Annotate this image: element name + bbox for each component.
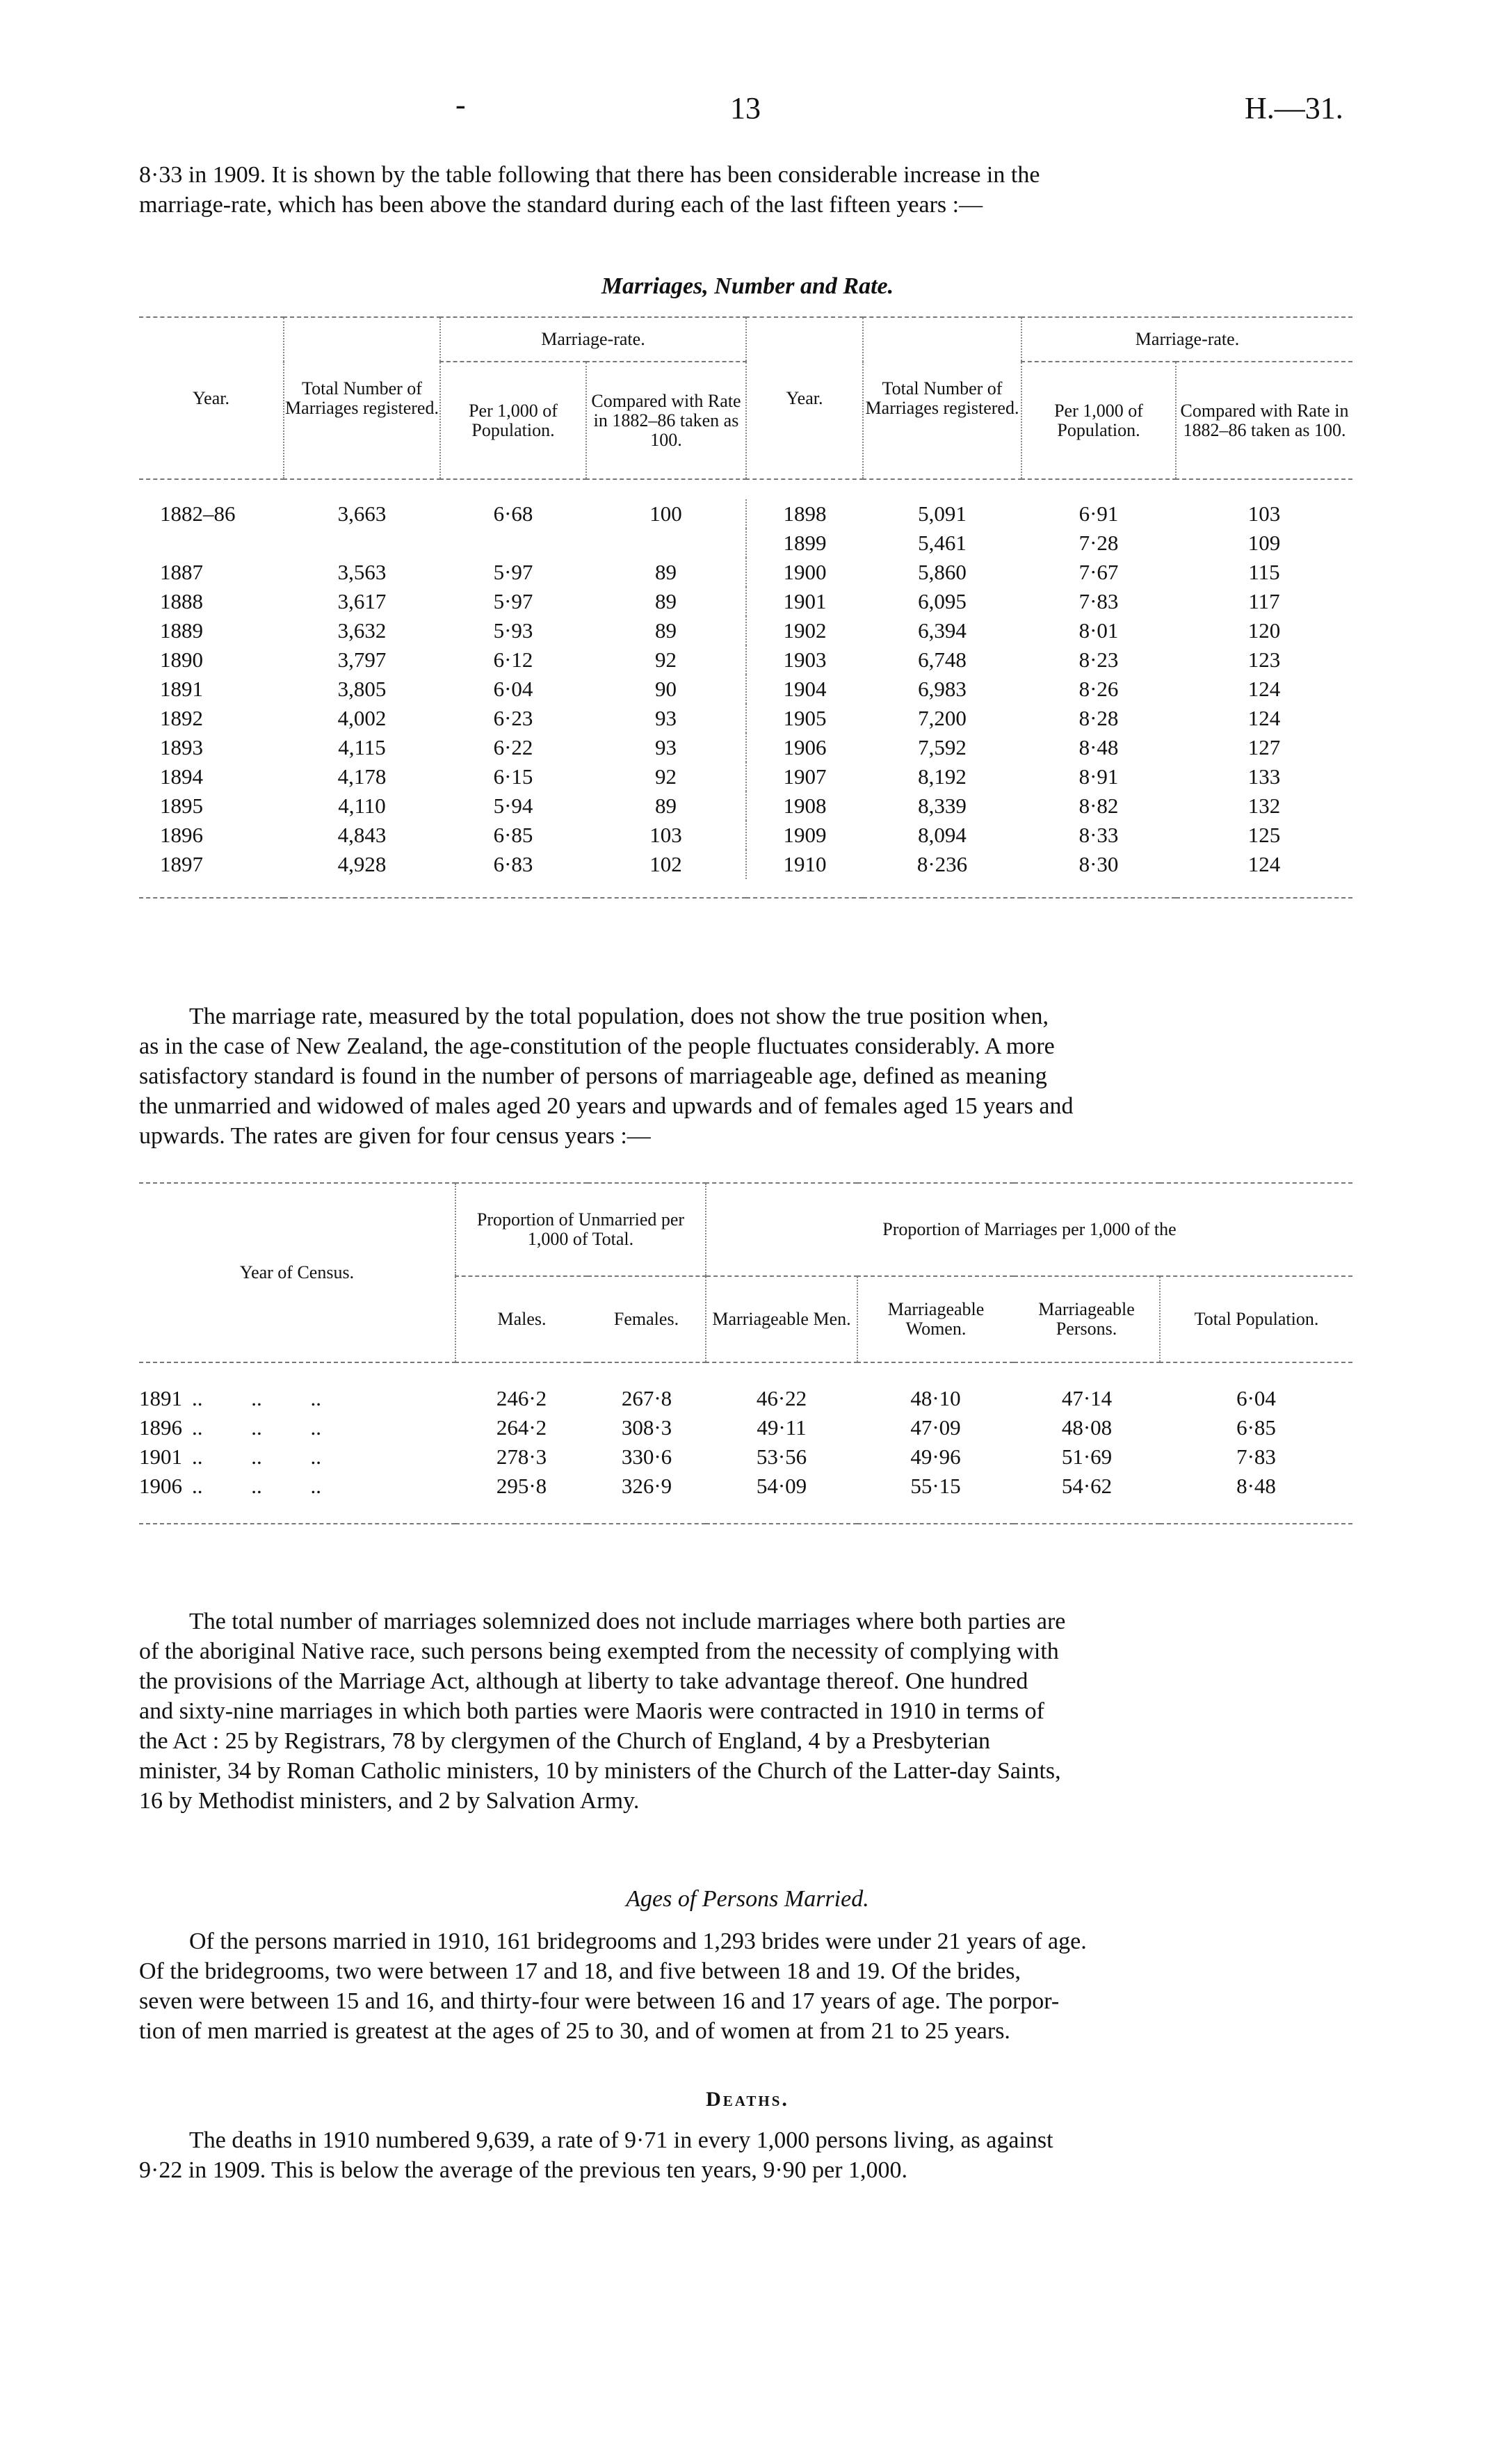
table1-cell-year: 1891	[160, 677, 203, 701]
table1-cell-per1000: 7·67	[1078, 560, 1119, 584]
table2-cell-year	[139, 1472, 455, 1501]
table1-cell-per1000: 6·83	[493, 852, 533, 876]
table-row	[139, 821, 1352, 850]
table-row	[139, 850, 1352, 879]
paragraph-line: Of the persons married in 1910, 161 bridegrooms and 1,293 brides were under 21 years of age.	[189, 1928, 1087, 1954]
table-row	[139, 645, 1352, 675]
table1-cell-total: 7,200	[918, 706, 967, 730]
table1-cell-total: 3,563	[337, 560, 387, 584]
census-year: 1896	[139, 1415, 182, 1440]
paragraph-line: 9·22 in 1909. This is below the average of the previous ten years, 9·90 per 1,000.	[139, 2157, 908, 2183]
table2-cell-population: 6·04	[1236, 1386, 1276, 1410]
table1-cell-per1000: 8·23	[1078, 647, 1119, 672]
table1-cell-year: 1907	[746, 762, 863, 791]
table1-cell-per1000: 7·28	[1078, 531, 1119, 555]
census-year: 1901	[139, 1444, 182, 1469]
table1-cell-year: 1887	[160, 560, 203, 584]
table1-cell-year: 1898	[746, 499, 863, 529]
table1-cell-year: 1894	[160, 764, 203, 789]
table1-cell-year: 1908	[746, 791, 863, 821]
table-row	[139, 1413, 1352, 1442]
table1-cell-year: 1890	[160, 647, 203, 672]
table1-cell-compared: 120	[1247, 618, 1281, 643]
table1-cell-compared: 102	[649, 852, 682, 876]
table1-total-header-right: Total Number of Marriages registered.	[863, 317, 1021, 479]
intro-line: 8·33 in 1909. It is shown by the table following that there has been considerable increase in the	[139, 162, 1040, 188]
table1-cell-total: 4,110	[338, 794, 386, 818]
table2-cell-females: 267·8	[621, 1386, 672, 1410]
table1-cell-per1000: 8·26	[1078, 677, 1119, 701]
table1-cell-compared: 103	[649, 823, 682, 847]
table1-cell-year: 1897	[160, 852, 203, 876]
table2-women-header: Marriageable Women.	[887, 1299, 985, 1339]
table2-persons-header: Marriageable Persons.	[1014, 1276, 1160, 1362]
table1-cell-total: 4,002	[337, 706, 387, 730]
table1-cell-compared: 127	[1247, 735, 1281, 759]
table2-cell-women: 48·10	[910, 1386, 961, 1410]
table2-cell-females: 330·6	[621, 1444, 672, 1469]
table1-cell-compared: 93	[655, 735, 677, 759]
table1-cell-total: 6,394	[918, 618, 967, 643]
paragraph-line: The deaths in 1910 numbered 9,639, a rate of 9·71 in every 1,000 persons living, as against	[189, 2127, 1053, 2153]
table1-cell-compared: 132	[1247, 794, 1281, 818]
table1-rate-group-header-right: Marriage-rate.	[1021, 317, 1352, 362]
table1-total-header: Total Number of Marriages registered.	[284, 317, 440, 479]
table1-cell-compared: 93	[655, 706, 677, 730]
table1-cell-per1000	[440, 529, 586, 558]
table1-cell-per1000: 5·94	[493, 794, 533, 818]
table2-cell-men: 54·09	[756, 1474, 807, 1498]
table1-cell-year: 1893	[160, 735, 203, 759]
table1-cell-per1000: 5·93	[493, 618, 533, 643]
table2-cell-females: 326·9	[621, 1474, 672, 1498]
table2-cell-men: 46·22	[756, 1386, 807, 1410]
table2-cell-women: 49·96	[910, 1444, 961, 1469]
table2-cell-men: 53·56	[756, 1444, 807, 1469]
table1-cell-year: 1910	[746, 850, 863, 879]
table1-cell-year: 1900	[746, 558, 863, 587]
table1-cell-compared: 124	[1247, 706, 1281, 730]
table1-cell-year: 1909	[746, 821, 863, 850]
table1-cell-total: 5,461	[918, 531, 967, 555]
leader-dots: .. .. ..	[192, 1415, 321, 1440]
paragraph-line: tion of men married is greatest at the ages of 25 to 30, and of women at from 21 to 25 years.	[139, 2018, 1010, 2044]
census-paragraph	[139, 1001, 1356, 1151]
table1-cell-compared: 124	[1247, 852, 1281, 876]
ages-paragraph	[139, 1926, 1356, 2046]
table1-cell-compared: 89	[655, 794, 677, 818]
table1-cell-year	[139, 529, 284, 558]
table1-cell-compared: 89	[655, 560, 677, 584]
table1-cell-total: 8,339	[918, 794, 967, 818]
table1-cell-year: 1889	[160, 618, 203, 643]
table1-cell-compared: 123	[1247, 647, 1281, 672]
table1-cell-total: 6,983	[918, 677, 967, 701]
table1-cell-total: 4,178	[337, 764, 387, 789]
paragraph-line: and sixty-nine marriages in which both parties were Maoris were contracted in 1910 in terms of	[139, 1698, 1044, 1724]
table1-cell-total: 8,192	[918, 764, 967, 789]
paragraph-line: of the aboriginal Native race, such persons being exempted from the necessity of complying with	[139, 1638, 1059, 1664]
paragraph-line: the unmarried and widowed of males aged 20 years and upwards and of females aged 15 years and	[139, 1093, 1074, 1119]
table1-cell-per1000: 6·22	[493, 735, 533, 759]
table1-cell-per1000: 8·48	[1078, 735, 1119, 759]
table1-cell-per1000: 6·04	[493, 677, 533, 701]
table2-cell-year	[139, 1413, 455, 1442]
table1-cell-per1000: 8·82	[1078, 794, 1119, 818]
table2-males-header: Males.	[497, 1309, 547, 1329]
table2-marriages-group-header: Proportion of Marriages per 1,000 of the	[706, 1183, 1352, 1276]
document-code: H.—31.	[1245, 91, 1343, 125]
table-row	[139, 616, 1352, 645]
paragraph-line: The marriage rate, measured by the total population, does not show the true position when,	[189, 1004, 1049, 1029]
table2-cell-males: 246·2	[496, 1386, 547, 1410]
table2-cell-year	[139, 1442, 455, 1472]
marriages-table	[139, 316, 1352, 899]
table1-cell-compared: 89	[655, 589, 677, 613]
table1-cell-total: 5,091	[918, 501, 967, 526]
table2-females-header: Females.	[588, 1276, 706, 1362]
table-row	[139, 675, 1352, 704]
table-row	[139, 733, 1352, 762]
table1-cell-total: 6,095	[918, 589, 967, 613]
intro-paragraph	[139, 160, 1356, 220]
table1-cell-total	[284, 529, 440, 558]
table1-cell-year: 1904	[746, 675, 863, 704]
table1-cell-compared: 90	[655, 677, 677, 701]
table1-year-header: Year.	[139, 317, 284, 479]
table1-cell-per1000: 6·23	[493, 706, 533, 730]
table2-cell-males: 278·3	[496, 1444, 547, 1469]
table1-cell-per1000: 6·68	[493, 501, 533, 526]
table1-cell-compared: 125	[1247, 823, 1281, 847]
table2-cell-men: 49·11	[757, 1415, 807, 1440]
leader-dots: .. .. ..	[192, 1386, 321, 1410]
leader-dots: .. .. ..	[192, 1444, 321, 1469]
table1-cell-compared: 92	[655, 764, 677, 789]
table1-cell-per1000: 8·33	[1078, 823, 1119, 847]
table1-cell-total: 8·236	[916, 852, 968, 876]
table1-rate-group-header: Marriage-rate.	[440, 317, 746, 362]
table1-cell-per1000: 8·01	[1078, 618, 1119, 643]
table1-cell-year: 1895	[160, 794, 203, 818]
paragraph-line: as in the case of New Zealand, the age-constitution of the people fluctuates considerably. A more	[139, 1033, 1055, 1059]
table1-cell-total: 8,094	[918, 823, 967, 847]
deaths-paragraph	[139, 2125, 1356, 2185]
table1-cell-compared: 103	[1247, 501, 1281, 526]
table2-men-header: Marriageable Men.	[706, 1276, 857, 1362]
table1-cell-year: 1901	[746, 587, 863, 616]
table1-cell-compared: 117	[1248, 589, 1280, 613]
table-row	[139, 499, 1352, 529]
table2-cell-population: 7·83	[1236, 1444, 1276, 1469]
table-row	[139, 1442, 1352, 1472]
page-number: 13	[730, 91, 761, 125]
table1-cell-total: 4,928	[337, 852, 387, 876]
table2-cell-population: 8·48	[1236, 1474, 1276, 1498]
paragraph-line: the Act : 25 by Registrars, 78 by clergymen of the Church of England, 4 by a Presbyterian	[139, 1728, 991, 1754]
deaths-section-title: Deaths.	[706, 2088, 789, 2111]
paragraph-line: upwards. The rates are given for four census years :—	[139, 1123, 651, 1149]
table1-cell-total: 4,115	[338, 735, 386, 759]
table1-cell-per1000: 5·97	[493, 589, 533, 613]
table1-cell-compared: 89	[655, 618, 677, 643]
table-row	[139, 1472, 1352, 1501]
table2-unmarried-group-header: Proportion of Unmarried per 1,000 of Total.	[455, 1183, 706, 1276]
table1-cell-year: 1905	[746, 704, 863, 733]
ages-section-title: Ages of Persons Married.	[626, 1886, 869, 1912]
table1-cell-total: 7,592	[918, 735, 967, 759]
table1-cell-compared: 92	[655, 647, 677, 672]
table-row	[139, 529, 1352, 558]
table2-cell-males: 295·8	[496, 1474, 547, 1498]
table1-title: Marriages, Number and Rate.	[601, 273, 894, 299]
table1-cell-year: 1882–86	[160, 501, 236, 526]
table1-cell-per1000: 6·91	[1078, 501, 1119, 526]
table2-cell-persons: 51·69	[1061, 1444, 1113, 1469]
table1-cell-per1000: 8·91	[1078, 764, 1119, 789]
table1-year-header-right: Year.	[746, 317, 863, 479]
table-row	[139, 704, 1352, 733]
table1-cell-per1000: 8·28	[1078, 706, 1119, 730]
intro-line: marriage-rate, which has been above the standard during each of the last fifteen years :—	[139, 192, 983, 218]
paragraph-line: the provisions of the Marriage Act, although at liberty to take advantage thereof. One hundred	[139, 1668, 1028, 1694]
table1-cell-compared: 109	[1247, 531, 1281, 555]
table1-cell-per1000: 6·15	[493, 764, 533, 789]
table1-cell-year: 1899	[746, 529, 863, 558]
table1-cell-year: 1903	[746, 645, 863, 675]
table1-compared-header: Compared with Rate in 1882–86 taken as 100.	[591, 390, 741, 450]
table1-cell-total: 6,748	[918, 647, 967, 672]
table2-cell-persons: 47·14	[1061, 1386, 1113, 1410]
table1-cell-per1000: 6·85	[493, 823, 533, 847]
table2-cell-persons: 54·62	[1061, 1474, 1113, 1498]
census-year: 1891	[139, 1386, 182, 1410]
table2-cell-persons: 48·08	[1061, 1415, 1113, 1440]
table2-cell-year	[139, 1384, 455, 1413]
table1-cell-compared: 133	[1247, 764, 1281, 789]
table1-cell-year: 1892	[160, 706, 203, 730]
table1-cell-year: 1902	[746, 616, 863, 645]
table1-cell-year: 1888	[160, 589, 203, 613]
table1-cell-per1000: 7·83	[1078, 589, 1119, 613]
table1-cell-year: 1896	[160, 823, 203, 847]
paragraph-line: satisfactory standard is found in the number of persons of marriageable age, defined as meaning	[139, 1063, 1047, 1089]
table1-cell-per1000: 5·97	[493, 560, 533, 584]
census-table	[139, 1182, 1352, 1524]
table1-cell-total: 3,663	[337, 501, 387, 526]
table1-per1000-header-right: Per 1,000 of Population.	[1021, 362, 1176, 479]
census-year: 1906	[139, 1474, 182, 1498]
table2-year-header: Year of Census.	[139, 1183, 455, 1362]
paragraph-line: seven were between 15 and 16, and thirty-four were between 16 and 17 years of age. The porpor-	[139, 1988, 1060, 2014]
native-marriages-paragraph	[139, 1607, 1356, 1816]
table-row	[139, 791, 1352, 821]
table1-cell-total: 3,617	[337, 589, 387, 613]
table-row	[139, 558, 1352, 587]
leader-dots: .. .. ..	[192, 1474, 321, 1498]
table1-cell-compared	[586, 529, 746, 558]
table1-cell-compared: 100	[649, 501, 682, 526]
table1-cell-total: 5,860	[918, 560, 967, 584]
table2-cell-males: 264·2	[496, 1415, 547, 1440]
table-row	[139, 587, 1352, 616]
paragraph-line: 16 by Methodist ministers, and 2 by Salvation Army.	[139, 1788, 640, 1814]
table1-cell-total: 3,805	[337, 677, 387, 701]
paragraph-line: Of the bridegrooms, two were between 17 and 18, and five between 18 and 19. Of the brides,	[139, 1958, 1021, 1984]
table1-cell-total: 4,843	[337, 823, 387, 847]
table1-per1000-header: Per 1,000 of Population.	[440, 362, 586, 479]
header-dash: -	[455, 88, 466, 122]
table1-cell-compared: 115	[1248, 560, 1280, 584]
table-row	[139, 1384, 1352, 1413]
table2-cell-women: 47·09	[910, 1415, 961, 1440]
paragraph-line: minister, 34 by Roman Catholic ministers, 10 by ministers of the Church of the Latter-day Saints,	[139, 1758, 1061, 1784]
table-row	[139, 762, 1352, 791]
table1-compared-header-right: Compared with Rate in 1882–86 taken as 100.	[1180, 400, 1349, 440]
table2-cell-population: 6·85	[1236, 1415, 1276, 1440]
table1-cell-year: 1906	[746, 733, 863, 762]
table2-cell-females: 308·3	[621, 1415, 672, 1440]
table1-cell-compared: 124	[1247, 677, 1281, 701]
table1-cell-per1000: 8·30	[1078, 852, 1119, 876]
paragraph-line: The total number of marriages solemnized does not include marriages where both parties are	[189, 1609, 1066, 1634]
table1-cell-total: 3,797	[337, 647, 387, 672]
table2-population-header: Total Population.	[1194, 1309, 1319, 1329]
table2-cell-women: 55·15	[910, 1474, 961, 1498]
table1-cell-total: 3,632	[337, 618, 387, 643]
table1-cell-per1000: 6·12	[493, 647, 533, 672]
